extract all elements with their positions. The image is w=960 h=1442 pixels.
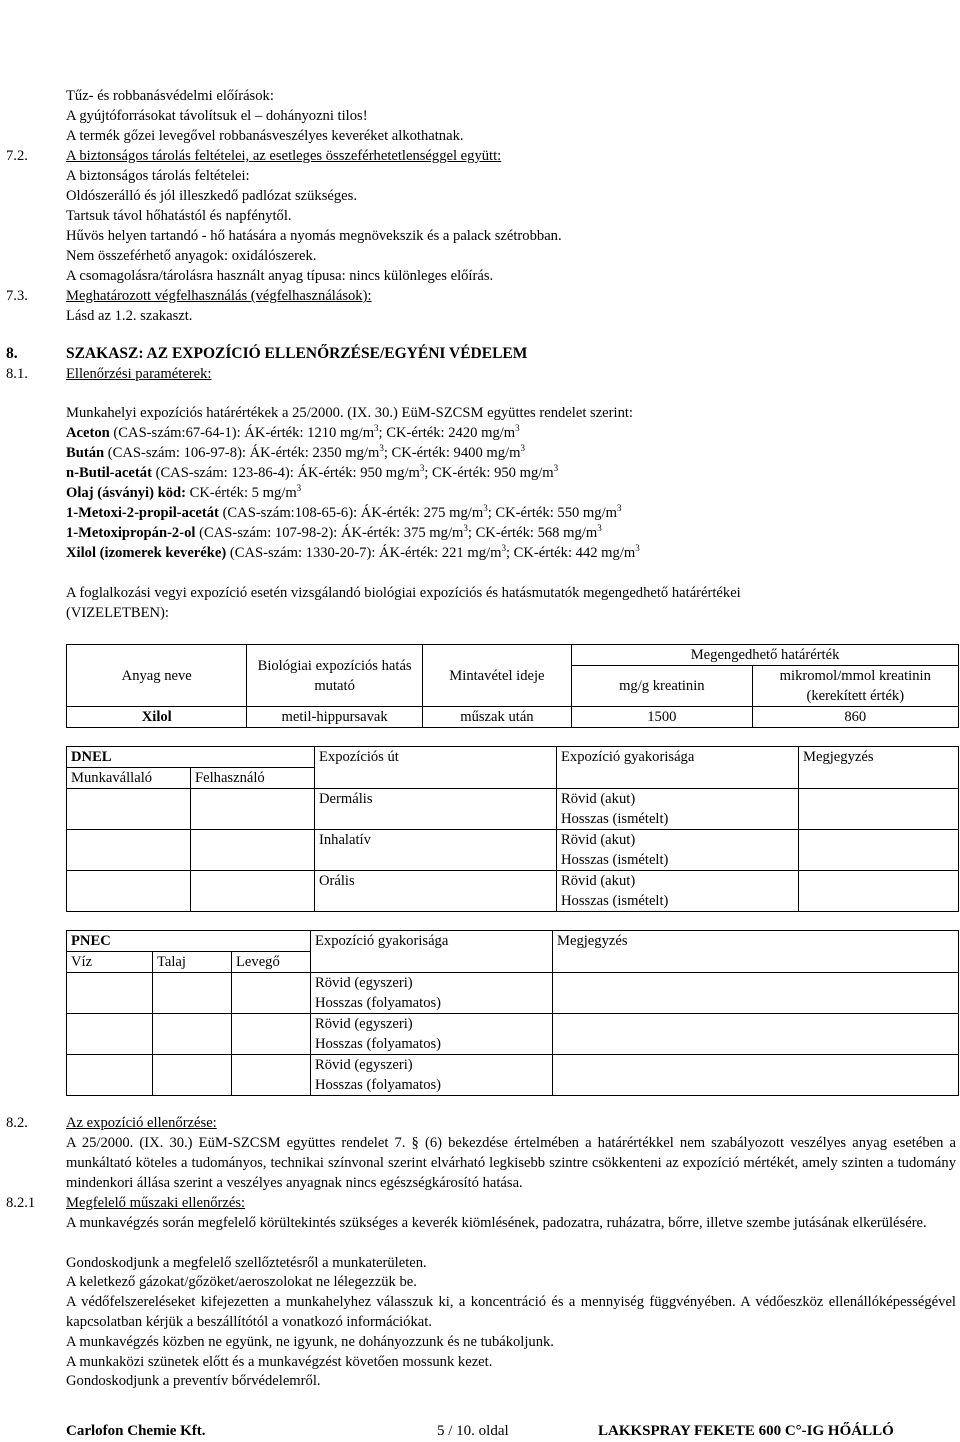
table-row (67, 830, 959, 871)
pnec-frequency: Rövid (egyszeri) Hosszas (folyamatos) (311, 1014, 553, 1055)
dnel-route: Dermális (315, 789, 557, 830)
bio-header-limit: Megengedhető határérték (572, 645, 959, 666)
dnel-route: Orális (315, 871, 557, 912)
dnel-header-note: Megjegyzés (799, 747, 959, 789)
engineering-control-text: A védőfelszereléseket kifejezetten a munkahelyhez válasszuk ki, a koncentráció és a mennyiség függvényében. A védőeszköz ellenállóképességével kapcsolatban kérjük a beszállítótól a vonatkozó információkat. (66, 1294, 956, 1330)
fire-line-2: A termék gőzei levegővel robbanásveszélyes keveréket alkothatnak. (66, 128, 464, 144)
section-8-1-number: 8.1. (6, 366, 28, 382)
bio-cell-micromol: 860 (752, 707, 958, 728)
section-8-title: SZAKASZ: AZ EXPOZÍCIÓ ELLENŐRZÉSE/EGYÉNI VÉDELEM (66, 345, 528, 362)
exposure-limits-intro: Munkahelyi expozíciós határértékek a 25/2000. (IX. 30.) EüM-SZCSM együttes rendelet szerint: (66, 405, 633, 421)
table-row (67, 1014, 959, 1055)
pnec-header-soil: Talaj (153, 952, 232, 973)
fire-line-1: A gyújtóforrásokat távolítsuk el – dohányozni tilos! (66, 108, 368, 124)
revision-date: Felülvizsgálat időpontja: - (8, 22, 166, 38)
dnel-table (66, 746, 959, 912)
section-8-2-text: A 25/2000. (IX. 30.) EüM-SZCSM együttes rendelet 7. § (6) bekezdése értelmében a határértékkel nem szabályozott veszélyes anyag esetében a munkáltató köteles a tudományos, technikai színvonal szerint elvárható legkisebb szintre csökkenteni az expozíció mértékét, amely szinten a tudomány mindenkori állása szerint a veszélyes anyagnak nincs egészségkárosító hatása. (66, 1135, 956, 1191)
document-header (8, 0, 226, 60)
storage-line: Oldószerálló és jól illeszkedő padlózat szükséges. (66, 188, 357, 204)
bio-limits-intro: A foglalkozási vegyi expozíció esetén vizsgálandó biológiai expozíciós és hatásmutatók megengedhető határértékei (66, 585, 741, 601)
section-7-3-number: 7.3. (6, 288, 28, 304)
pnec-table (66, 930, 959, 1096)
section-7-2-title: A biztonságos tárolás feltételei, az esetleges összeférhetetlenséggel együtt: (66, 148, 502, 164)
bio-header-micromol: mikromol/mmol kreatinin (kerekített érték) (752, 666, 958, 707)
fire-title: Tűz- és robbanásvédelmi előírások: (66, 88, 274, 104)
dnel-header-worker: Munkavállaló (67, 768, 191, 789)
table-row (67, 871, 959, 912)
footer-product-name: LAKKSPRAY FEKETE 600 C°-IG HŐÁLLÓ (598, 1423, 894, 1439)
dnel-frequency: Rövid (akut) Hosszas (ismételt) (557, 830, 799, 871)
engineering-control-text: A munkaközi szünetek előtt és a munkavégzést követően mossunk kezet. (66, 1354, 493, 1370)
dnel-route: Inhalatív (315, 830, 557, 871)
storage-line: Hűvös helyen tartandó - hő hatására a nyomás megnövekszik és a palack szétrobban. (66, 228, 562, 244)
bio-cell-sampling: műszak után (422, 707, 571, 728)
engineering-control-text: Gondoskodjunk a preventív bőrvédelemről. (66, 1373, 321, 1389)
section-7-2-number: 7.2. (6, 148, 28, 164)
dnel-header-frequency: Expozíció gyakorisága (557, 747, 799, 789)
created-date: Elkészítés időpontja: 2013. június 5. (8, 2, 227, 18)
exposure-limit-item: Aceton (CAS-szám:67-64-1): ÁK-érték: 1210 $mg/m^3$; CK-érték: 2420 $mg/m^3$ (66, 423, 520, 441)
pnec-frequency: Rövid (egyszeri) Hosszas (folyamatos) (311, 973, 553, 1014)
pnec-header-water: Víz (67, 952, 153, 973)
version-number: Verziószám: 1 (8, 42, 94, 58)
engineering-control-text: A keletkező gázokat/gőzöket/aeroszolokat ne lélegezzük be. (66, 1274, 417, 1290)
dnel-header-route: Expozíciós út (315, 747, 557, 789)
table-row (67, 789, 959, 830)
bio-header-indicator: Biológiai expozíciós hatás mutató (247, 645, 422, 707)
section-8-2-1-title: Megfelelő műszaki ellenőrzés: (66, 1195, 246, 1211)
storage-line: Nem összeférhető anyagok: oxidálószerek. (66, 248, 317, 264)
footer-page-number: 5 / 10. oldal (437, 1423, 509, 1439)
table-row (67, 1055, 959, 1096)
pnec-header: PNEC (67, 931, 311, 952)
table-row (67, 973, 959, 1014)
section-8-2-number: 8.2. (6, 1115, 28, 1131)
section-8-2-1-number: 8.2.1 (6, 1195, 36, 1211)
header-url-link[interactable]: http://www.biztonsagiadatlap.hu (753, 20, 948, 36)
bio-header-mgg: mg/g kreatinin (572, 666, 752, 707)
exposure-limit-item: Xilol (izomerek keveréke) (CAS-szám: 1330-20-7): ÁK-érték: 221 $mg/m^3$; CK-érték: 442 $mg/m^3$ (66, 543, 640, 561)
dnel-header-user: Felhasználó (191, 768, 315, 789)
section-8-2-title: Az expozíció ellenőrzése: (66, 1115, 217, 1131)
section-8-1-title: Ellenőrzési paraméterek: (66, 366, 212, 382)
section-8-number: 8. (6, 345, 18, 362)
exposure-limit-item: 1-Metoxipropán-2-ol (CAS-szám: 107-98-2): ÁK-érték: 375 $mg/m^3$; CK-érték: 568 $mg/m^3$ (66, 523, 602, 541)
storage-line: Tartsuk távol hőhatástól és napfénytől. (66, 208, 292, 224)
pnec-header-frequency: Expozíció gyakorisága (311, 931, 553, 973)
pnec-frequency: Rövid (egyszeri) Hosszas (folyamatos) (311, 1055, 553, 1096)
exposure-limit-item: 1-Metoxi-2-propil-acetát (CAS-szám:108-65-6): ÁK-érték: 275 $mg/m^3$; CK-érték: 550 $mg/m^3$ (66, 503, 622, 521)
section-7-3-text: Lásd az 1.2. szakaszt. (66, 308, 193, 324)
dnel-frequency: Rövid (akut) Hosszas (ismételt) (557, 871, 799, 912)
engineering-control-text: A munkavégzés közben ne együnk, ne igyunk, ne dohányozzunk és ne tubákoljunk. (66, 1334, 554, 1350)
bio-limits-table (66, 644, 959, 728)
pnec-header-air: Levegő (232, 952, 311, 973)
exposure-limit-item: Bután (CAS-szám: 106-97-8): ÁK-érték: 2350 $mg/m^3$; CK-érték: 9400 $mg/m^3$ (66, 443, 525, 461)
bio-header-substance: Anyag neve (67, 645, 247, 707)
dnel-header: DNEL (67, 747, 315, 768)
storage-line: A biztonságos tárolás feltételei: (66, 168, 250, 184)
bio-cell-indicator: metil-hippursavak (247, 707, 422, 728)
storage-line: A csomagolásra/tárolásra használt anyag típusa: nincs különleges előírás. (66, 268, 494, 284)
dnel-frequency: Rövid (akut) Hosszas (ismételt) (557, 789, 799, 830)
exposure-limit-item: n-Butil-acetát (CAS-szám: 123-86-4): ÁK-érték: 950 $mg/m^3$; CK-érték: 950 $mg/m^3$ (66, 463, 559, 481)
bio-header-sampling: Mintavétel ideje (422, 645, 571, 707)
bio-cell-substance: Xilol (67, 707, 247, 728)
section-7-3-title: Meghatározott végfelhasználás (végfelhasználások): (66, 288, 372, 304)
exposure-limit-item: Olaj (ásványi) köd: CK-érték: 5 $mg/m^3$ (66, 483, 302, 501)
pnec-header-note: Megjegyzés (553, 931, 959, 973)
engineering-control-text: Gondoskodjunk a megfelelő szellőztetésről a munkaterületen. (66, 1255, 427, 1271)
footer-company: Carlofon Chemie Kft. (66, 1423, 206, 1439)
engineering-control-text: A munkavégzés során megfelelő körültekintés szükséges a keverék kiömlésének, padozatra, ruházatra, bőrre, illetve szembe jutásának elkerülésére. (66, 1215, 927, 1231)
bio-limits-intro-2: (VIZELETBEN): (66, 605, 169, 621)
bio-cell-mgg: 1500 (572, 707, 752, 728)
